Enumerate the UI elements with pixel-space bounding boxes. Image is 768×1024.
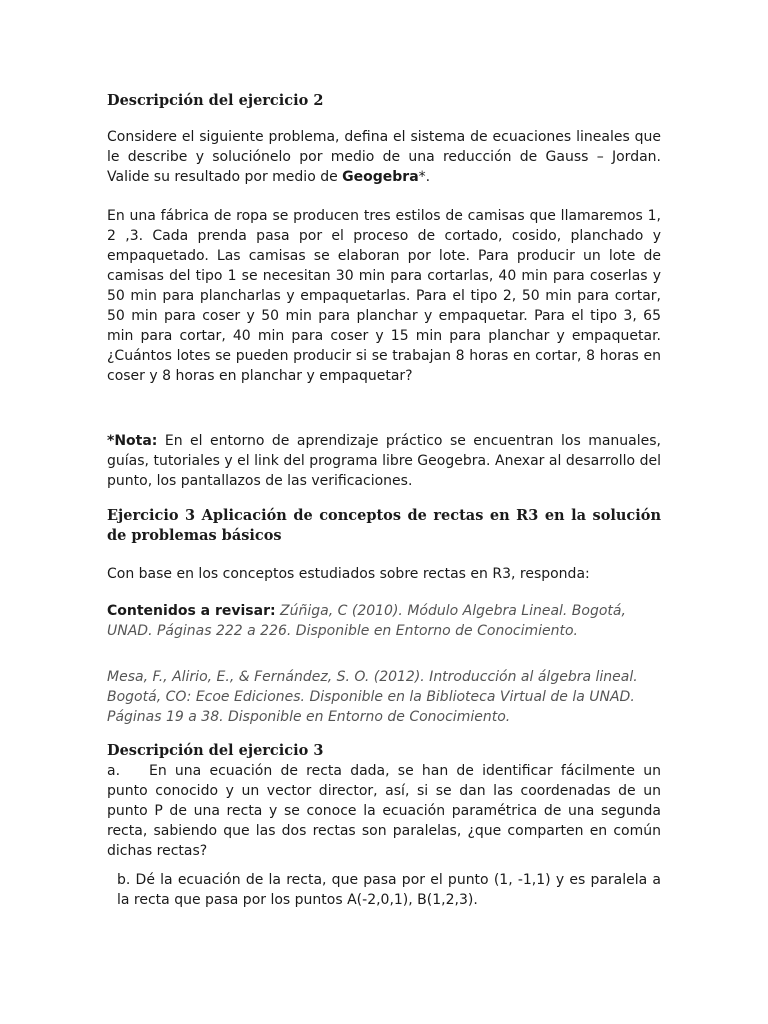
paragraph-nota [107, 431, 661, 491]
instructions-tail: *. [418, 169, 431, 185]
item-a [107, 761, 661, 861]
item-a-text: En una ecuación de recta dada, se han de identificar fácilmente un punto conocido y un vector director, así, si se dan las coordenadas de un punto P de una recta y se conoce la ecuación paramétrica de una segunda recta, sabiendo que las dos rectas son paralelas, ¿que comparten en común dichas rectas? [107, 763, 661, 859]
item-a-label: a. [107, 763, 121, 779]
contenidos-label: Contenidos a revisar: [107, 603, 276, 619]
reference-1 [107, 601, 661, 641]
nota-label: *Nota: [107, 433, 158, 449]
item-b: b. Dé la ecuación de la recta, que pasa por el punto (1, -1,1) y es paralela a la recta que pasa por los puntos A(-2,0,1), B(1,2,3). [117, 872, 661, 908]
heading-exercise-2: Descripción del ejercicio 2 [107, 92, 324, 109]
heading-exercise-3: Ejercicio 3 Aplicación de conceptos de rectas en R3 en la solución de problemas básicos [107, 507, 661, 544]
paragraph-instructions [107, 127, 661, 187]
reference-1-text: Zúñiga, C (2010). Módulo Algebra Lineal. Bogotá, UNAD. Páginas 222 a 226. Disponible en Entorno de Conocimiento. [107, 603, 626, 639]
intro-exercise-3: Con base en los conceptos estudiados sobre rectas en R3, responda: [107, 566, 590, 582]
nota-text: En el entorno de aprendizaje práctico se encuentran los manuales, guías, tutoriales y el link del programa libre Geogebra. Anexar al desarrollo del punto, los pantallazos de las verificaciones. [107, 433, 661, 489]
heading-description-3: Descripción del ejercicio 3 [107, 742, 324, 759]
paragraph-problem: En una fábrica de ropa se producen tres estilos de camisas que llamaremos 1, 2 ,3. Cada prenda pasa por el proceso de cortado, cosido, planchado y empaquetado. Las camisas se elaboran por lote. Para producir un lote de camisas del tipo 1 se necesitan 30 min para cortarlas, 40 min para coserlas y 50 min para plancharlas y empaquetarlas. Para el tipo 2, 50 min para cortar, 50 min para coser y 50 min para planchar y empaquetar. Para el tipo 3, 65 min para cortar, 40 min para coser y 15 min para planchar y empaquetar. ¿Cuántos lotes se pueden producir si se trabajan 8 horas en cortar, 8 horas en coser y 8 horas en planchar y empaquetar? [107, 208, 661, 384]
geogebra-bold: Geogebra [342, 169, 419, 185]
instructions-text: Considere el siguiente problema, defina el sistema de ecuaciones lineales que le describe y soluciónelo por medio de una reducción de Gauss – Jordan. Valide su resultado por medio de [107, 129, 661, 185]
reference-2: Mesa, F., Alirio, E., & Fernández, S. O. (2012). Introducción al álgebra lineal. Bogotá, CO: Ecoe Ediciones. Disponible en la Biblioteca Virtual de la UNAD. Páginas 19 a 38. Disponible en Entorno de Conocimiento. [107, 669, 638, 725]
